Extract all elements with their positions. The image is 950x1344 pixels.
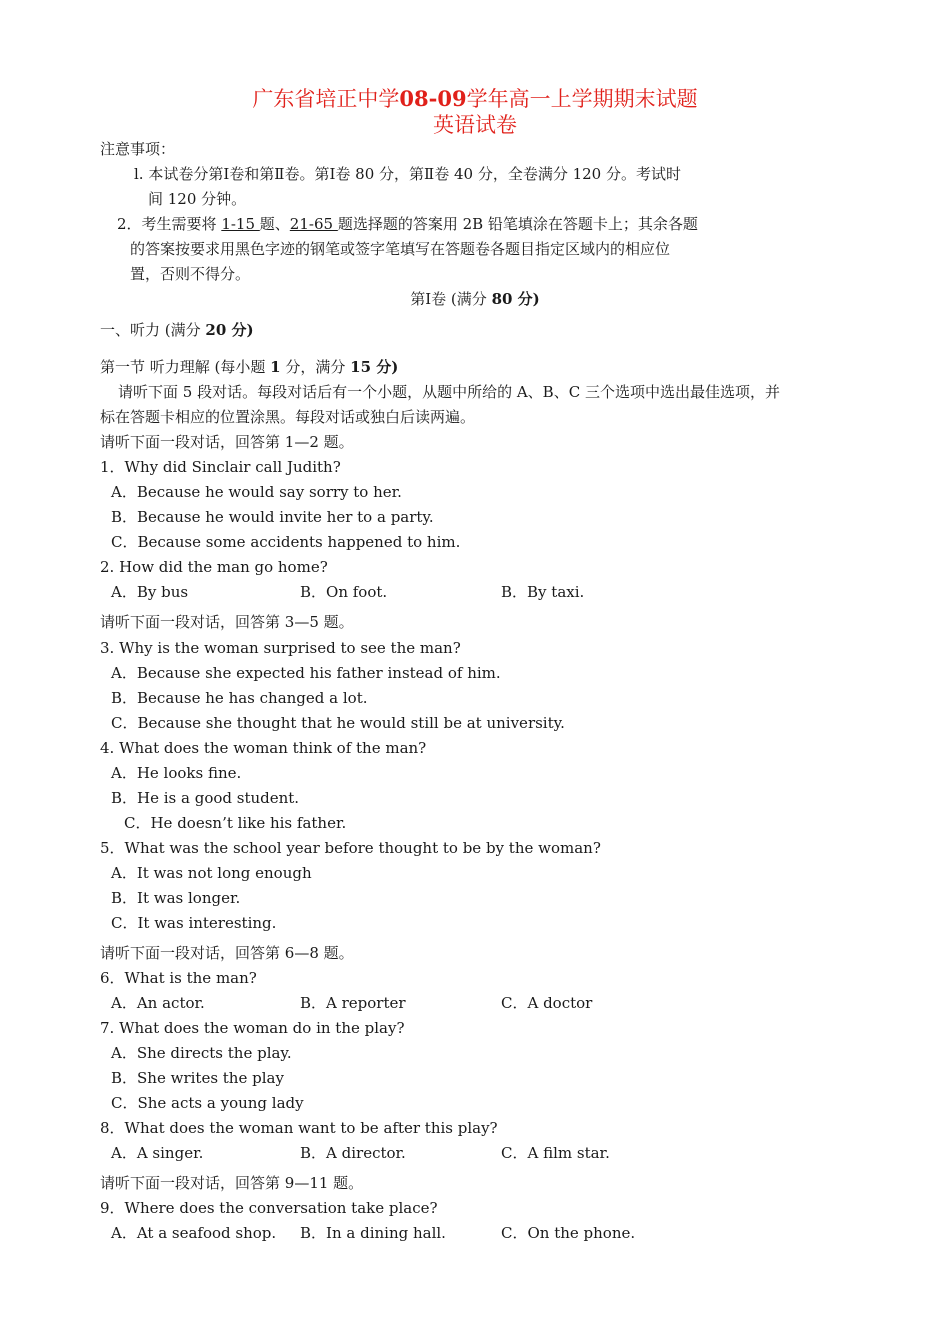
question-6: 6．What is the man?: [100, 969, 257, 987]
subsection-score: 15: [350, 358, 372, 376]
question-7: 7. What does the woman do in the play?: [100, 1019, 405, 1037]
q1-option-b: B．Because he would invite her to a party.: [111, 508, 434, 526]
section-1-score: 20: [205, 321, 227, 339]
dialog-prompt: 请听下面一段对话，回答第 6—8 题。: [100, 944, 354, 962]
part-1-text: 分): [512, 290, 540, 308]
section-1-heading: [100, 320, 254, 340]
subsection-text: 分): [371, 358, 399, 376]
exam-subtitle: 英语试卷: [433, 113, 517, 137]
q8-option-a: A．A singer.: [111, 1144, 204, 1162]
title-year: 08-09: [399, 86, 467, 111]
dialog-prompt: 请听下面一段对话，回答第 3—5 题。: [100, 613, 354, 631]
question-8: 8．What does the woman want to be after this play?: [100, 1119, 498, 1137]
q5-option-a: A．It was not long enough: [111, 864, 312, 882]
note-2-text: 2．考生需要将: [117, 215, 222, 233]
notes-heading: 注意事项：: [100, 140, 176, 158]
q2-option-c: B．By taxi.: [501, 583, 585, 601]
q7-option-b: B．She writes the play: [111, 1069, 284, 1087]
instructions-line-1: 请听下面 5 段对话。每段对话后有一个小题，从题中所给的 A、B、C 三个选项中选出最佳选项，并: [118, 383, 780, 401]
q8-option-b: B．A director.: [300, 1144, 406, 1162]
question-5: 5．What was the school year before thought to be by the woman?: [100, 839, 601, 857]
q1-option-c: C．Because some accidents happened to him.: [111, 533, 461, 551]
note-2-range-1: 1-15: [221, 215, 260, 233]
subsection-text: 第一节 听力理解 (每小题: [100, 358, 271, 376]
part-1-text: 第Ⅰ卷 (满分: [410, 290, 492, 308]
q2-option-b: B．On foot.: [300, 583, 388, 601]
section-1-text: 一、听力 (满分: [100, 321, 206, 339]
note-2-text: 题选择题的答案用 2B 铅笔填涂在答题卡上；其余各题: [337, 215, 698, 233]
note-1-line-2: 间 120 分钟。: [148, 190, 247, 208]
note-1-line-1: l. 本试卷分第Ⅰ卷和第Ⅱ卷。第Ⅰ卷 80 分，第Ⅱ卷 40 分，全卷满分 120 分。考试时: [134, 165, 681, 183]
subsection-1-heading: [100, 357, 398, 377]
note-2-text: 题、: [259, 215, 290, 233]
section-1-text: 分): [226, 321, 254, 339]
q7-option-c: C．She acts a young lady: [111, 1094, 304, 1112]
note-2-range-2: 21-65: [289, 215, 338, 233]
subsection-score: 1: [270, 358, 281, 376]
q1-option-a: A．Because he would say sorry to her.: [111, 483, 402, 501]
question-1: 1．Why did Sinclair call Judith?: [100, 458, 341, 476]
q4-option-b: B．He is a good student.: [111, 789, 300, 807]
q4-option-a: A．He looks fine.: [111, 764, 242, 782]
q8-option-c: C．A film star.: [501, 1144, 610, 1162]
q6-option-b: B．A reporter: [300, 994, 406, 1012]
question-4: 4. What does the woman think of the man?: [100, 739, 427, 757]
q5-option-c: C．It was interesting.: [111, 914, 277, 932]
question-2: 2. How did the man go home?: [100, 558, 328, 576]
note-2-line-2: 的答案按要求用黑色字迹的钢笔或签字笔填写在答题卷各题目指定区域内的相应位: [130, 240, 671, 258]
q9-option-b: B．In a dining hall.: [300, 1224, 446, 1242]
q4-option-c: C．He doesn’t like his father.: [124, 814, 347, 832]
part-1-heading: [0, 289, 950, 309]
question-9: 9．Where does the conversation take place?: [100, 1199, 438, 1217]
question-3: 3. Why is the woman surprised to see the man?: [100, 639, 461, 657]
instructions-line-2: 标在答题卡相应的位置涂黑。每段对话或独白后读两遍。: [100, 408, 476, 426]
q3-option-c: C．Because she thought that he would still be at university.: [111, 714, 565, 732]
q7-option-a: A．She directs the play.: [111, 1044, 292, 1062]
q2-option-a: A．By bus: [111, 583, 189, 601]
q3-option-a: A．Because she expected his father instead of him.: [111, 664, 501, 682]
q3-option-b: B．Because he has changed a lot.: [111, 689, 368, 707]
q9-option-a: A．At a seafood shop.: [111, 1224, 277, 1242]
subsection-text: 分，满分: [280, 358, 351, 376]
title-term: 学年高一上学期期末试题: [466, 87, 698, 111]
q6-option-c: C．A doctor: [501, 994, 593, 1012]
q5-option-b: B．It was longer.: [111, 889, 241, 907]
note-2-line-3: 置，否则不得分。: [130, 265, 251, 283]
q9-option-c: C．On the phone.: [501, 1224, 636, 1242]
q6-option-a: A．An actor.: [111, 994, 205, 1012]
note-2-line-1: [117, 214, 698, 234]
exam-title: [0, 86, 950, 112]
dialog-prompt: 请听下面一段对话，回答第 1—2 题。: [100, 433, 354, 451]
part-1-score: 80: [491, 290, 513, 308]
title-school: 广东省培正中学: [252, 87, 400, 111]
dialog-prompt: 请听下面一段对话，回答第 9—11 题。: [100, 1174, 364, 1192]
